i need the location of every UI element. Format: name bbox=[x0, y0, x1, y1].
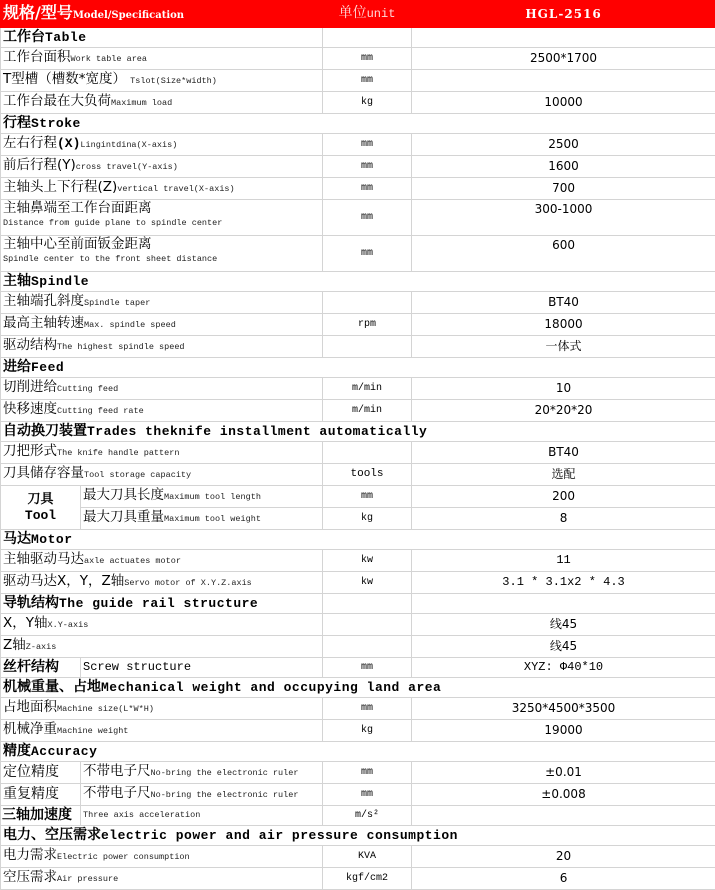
unit-header-cn: 单位 bbox=[339, 5, 367, 21]
section-accuracy bbox=[1, 742, 715, 762]
unit-cell: kw bbox=[323, 572, 412, 594]
table-row bbox=[1, 572, 715, 594]
label-en: Maximum load bbox=[111, 98, 172, 108]
section-cn: 精度 bbox=[3, 743, 31, 759]
value-cell: 选配 bbox=[412, 464, 715, 486]
label-cn: 最大刀具长度 bbox=[83, 487, 164, 503]
section-title bbox=[1, 114, 715, 134]
label-en: Tslot(Size*width) bbox=[130, 76, 217, 86]
label-cn: 驱动马达X，Y，Z轴 bbox=[3, 573, 124, 589]
label-cn: 工作台最在大负荷 bbox=[3, 93, 111, 109]
row-label bbox=[1, 868, 323, 890]
label-cn: 主轴头上下行程(Z) bbox=[3, 179, 117, 195]
section-title bbox=[1, 272, 715, 292]
label-cn: 快移速度 bbox=[3, 401, 57, 417]
unit-cell: rpm bbox=[323, 314, 412, 336]
label-cn: 机械净重 bbox=[3, 721, 57, 737]
row-label bbox=[1, 70, 323, 92]
label-en: Air pressure bbox=[57, 874, 118, 884]
row-label bbox=[1, 464, 323, 486]
value-cell bbox=[412, 70, 715, 92]
section-en: Mechanical weight and occupying land area bbox=[101, 680, 441, 695]
unit-cell: m/s² bbox=[323, 806, 412, 826]
value-cell: 600 bbox=[412, 236, 715, 272]
label-en: axle actuates motor bbox=[84, 556, 181, 566]
section-title bbox=[1, 358, 715, 378]
label-en: Servo motor of X.Y.Z.axis bbox=[124, 578, 252, 588]
section-title bbox=[1, 826, 715, 846]
section-en: Table bbox=[45, 30, 87, 45]
row-label bbox=[1, 636, 323, 658]
section-power bbox=[1, 826, 715, 846]
spec-header-en: Model/Specification bbox=[73, 10, 184, 21]
section-title bbox=[1, 530, 715, 550]
spec-header-cn: 规格/型号 bbox=[3, 3, 73, 22]
section-en: Stroke bbox=[31, 116, 81, 131]
table-row bbox=[1, 464, 715, 486]
label-cn: 刀把形式 bbox=[3, 443, 57, 459]
table-row bbox=[1, 508, 715, 530]
unit-cell: mm bbox=[323, 178, 412, 200]
row-label bbox=[1, 236, 323, 272]
row-label bbox=[1, 614, 323, 636]
label-cn: 刀具储存容量 bbox=[3, 465, 84, 481]
table-row bbox=[1, 614, 715, 636]
label-cn: 最高主轴转速 bbox=[3, 315, 84, 331]
section-cn: 主轴 bbox=[3, 273, 31, 289]
value-cell: 11 bbox=[412, 550, 715, 572]
section-cn: 行程 bbox=[3, 115, 31, 131]
label-en: Max. spindle speed bbox=[84, 320, 176, 330]
table-row bbox=[1, 92, 715, 114]
row-label-en: Screw structure bbox=[81, 658, 323, 678]
label-cn: Z轴 bbox=[3, 637, 26, 653]
unit-cell: mm bbox=[323, 658, 412, 678]
label-cn: 不带电子尺 bbox=[83, 785, 151, 801]
unit-cell bbox=[323, 292, 412, 314]
value-cell: 2500 bbox=[412, 134, 715, 156]
unit-cell bbox=[323, 442, 412, 464]
section-en: Spindle bbox=[31, 274, 89, 289]
label-cn: 主轴端孔斜度 bbox=[3, 293, 84, 309]
label-en: No-bring the electronic ruler bbox=[151, 790, 299, 800]
header-row bbox=[1, 1, 715, 28]
unit-cell: mm bbox=[323, 70, 412, 92]
value-cell: 3.1 * 3.1x2 * 4.3 bbox=[412, 572, 715, 594]
table-row bbox=[1, 378, 715, 400]
value-cell: 一体式 bbox=[412, 336, 715, 358]
label-en: Maximum tool weight bbox=[164, 514, 261, 524]
unit-cell: m/min bbox=[323, 378, 412, 400]
table-row bbox=[1, 314, 715, 336]
row-label bbox=[1, 720, 323, 742]
table-row bbox=[1, 636, 715, 658]
model-header: HGL-2516 bbox=[412, 1, 715, 28]
label-cn: T型槽（槽数*宽度） bbox=[3, 71, 126, 87]
label-en: Machine size(L*W*H) bbox=[57, 704, 154, 714]
label-cn: 主轴驱动马达 bbox=[3, 551, 84, 567]
row-label bbox=[1, 48, 323, 70]
value-cell: 10 bbox=[412, 378, 715, 400]
row-label-en: Three axis acceleration bbox=[81, 806, 323, 826]
row-label bbox=[81, 508, 323, 530]
section-cn: 机械重量、占地 bbox=[3, 679, 101, 695]
section-cn: 电力、空压需求 bbox=[3, 827, 101, 843]
label-cn: 占地面积 bbox=[3, 699, 57, 715]
value-cell: 线45 bbox=[412, 614, 715, 636]
section-en: The guide rail structure bbox=[59, 596, 258, 611]
value-cell: 19000 bbox=[412, 720, 715, 742]
section-title bbox=[1, 594, 323, 614]
row-label bbox=[1, 200, 323, 236]
section-en: Trades theknife installment automatically bbox=[87, 424, 427, 439]
row-label bbox=[1, 336, 323, 358]
label-cn: 最大刀具重量 bbox=[83, 509, 164, 525]
row-label-cn: 重复精度 bbox=[1, 784, 81, 806]
section-title bbox=[1, 678, 715, 698]
label-en: Lingintdina(X-axis) bbox=[80, 140, 177, 150]
label-cn: 切削进给 bbox=[3, 379, 57, 395]
section-en: electric power and air pressure consumption bbox=[101, 828, 458, 843]
label-en: Spindle center to the front sheet distance bbox=[3, 252, 320, 267]
unit-cell: mm bbox=[323, 200, 412, 236]
table-row bbox=[1, 400, 715, 422]
row-label bbox=[1, 550, 323, 572]
section-motor bbox=[1, 530, 715, 550]
value-cell bbox=[412, 806, 715, 826]
label-cn: 驱动结构 bbox=[3, 337, 57, 353]
row-label bbox=[1, 698, 323, 720]
section-en: Accuracy bbox=[31, 744, 97, 759]
unit-cell: mm bbox=[323, 698, 412, 720]
table-row bbox=[1, 486, 715, 508]
unit-cell: mm bbox=[323, 762, 412, 784]
section-title bbox=[1, 28, 323, 48]
unit-cell: mm bbox=[323, 48, 412, 70]
row-label bbox=[1, 92, 323, 114]
label-cn: 电力需求 bbox=[3, 847, 57, 863]
row-label bbox=[1, 178, 323, 200]
section-title bbox=[1, 742, 715, 762]
empty-cell bbox=[412, 28, 715, 48]
label-en: The knife handle pattern bbox=[57, 448, 179, 458]
label-cn: 主轴中心至前面钣金距离 bbox=[3, 237, 320, 252]
unit-cell: mm bbox=[323, 486, 412, 508]
tool-group-en: Tool bbox=[3, 508, 78, 524]
row-sublabel bbox=[81, 784, 323, 806]
row-label bbox=[1, 134, 323, 156]
spec-header bbox=[1, 1, 323, 28]
section-stroke bbox=[1, 114, 715, 134]
label-en: Tool storage capacity bbox=[84, 470, 191, 480]
value-cell: BT40 bbox=[412, 442, 715, 464]
unit-cell: kw bbox=[323, 550, 412, 572]
value-cell: 300-1000 bbox=[412, 200, 715, 236]
label-cn: 左右行程 bbox=[3, 135, 57, 151]
label-en: Electric power consumption bbox=[57, 852, 190, 862]
label-en: Machine weight bbox=[57, 726, 128, 736]
table-row bbox=[1, 720, 715, 742]
value-cell: 20*20*20 bbox=[412, 400, 715, 422]
label-en: Spindle taper bbox=[84, 298, 150, 308]
table-row bbox=[1, 236, 715, 272]
section-cn: 自动换刀装置 bbox=[3, 423, 87, 439]
unit-cell: tools bbox=[323, 464, 412, 486]
row-label-cn: 定位精度 bbox=[1, 762, 81, 784]
row-label bbox=[81, 486, 323, 508]
section-cn: 导轨结构 bbox=[3, 595, 59, 611]
row-label-cn: 三轴加速度 bbox=[1, 806, 81, 826]
section-table bbox=[1, 28, 715, 48]
value-cell: 20 bbox=[412, 846, 715, 868]
unit-cell: mm bbox=[323, 134, 412, 156]
section-cn: 马达 bbox=[3, 531, 31, 547]
label-en: No-bring the electronic ruler bbox=[151, 768, 299, 778]
unit-cell: KVA bbox=[323, 846, 412, 868]
unit-cell: kg bbox=[323, 720, 412, 742]
label-en: The highest spindle speed bbox=[57, 342, 185, 352]
table-row bbox=[1, 868, 715, 890]
label-en: cross travel(Y-axis) bbox=[76, 162, 178, 172]
table-row bbox=[1, 762, 715, 784]
label-en: vertical travel(X-axis) bbox=[117, 184, 234, 194]
table-row bbox=[1, 784, 715, 806]
table-row bbox=[1, 70, 715, 92]
row-label bbox=[1, 314, 323, 336]
row-sublabel bbox=[81, 762, 323, 784]
unit-cell bbox=[323, 636, 412, 658]
value-cell: BT40 bbox=[412, 292, 715, 314]
label-cn: 不带电子尺 bbox=[83, 763, 151, 779]
label-cn: 工作台面积 bbox=[3, 49, 71, 65]
label-en: Maximum tool length bbox=[164, 492, 261, 502]
table-row bbox=[1, 550, 715, 572]
value-cell: 8 bbox=[412, 508, 715, 530]
label-en: X.Y-axis bbox=[48, 620, 89, 630]
value-cell: 18000 bbox=[412, 314, 715, 336]
section-feed bbox=[1, 358, 715, 378]
section-spindle bbox=[1, 272, 715, 292]
table-row bbox=[1, 200, 715, 236]
row-label bbox=[1, 442, 323, 464]
table-row bbox=[1, 292, 715, 314]
label-en: Cutting feed bbox=[57, 384, 118, 394]
unit-cell: mm bbox=[323, 784, 412, 806]
tool-group-cn: 刀具 bbox=[3, 492, 78, 508]
empty-cell bbox=[323, 594, 412, 614]
section-cn: 工作台 bbox=[3, 29, 45, 45]
table-row bbox=[1, 336, 715, 358]
value-cell: 6 bbox=[412, 868, 715, 890]
label-cn: 前后行程(Y) bbox=[3, 157, 76, 173]
row-label bbox=[1, 400, 323, 422]
empty-cell bbox=[323, 28, 412, 48]
table-row bbox=[1, 48, 715, 70]
unit-cell: kg bbox=[323, 508, 412, 530]
value-cell: ±0.008 bbox=[412, 784, 715, 806]
unit-cell: mm bbox=[323, 236, 412, 272]
table-row bbox=[1, 658, 715, 678]
section-title bbox=[1, 422, 715, 442]
value-cell: 10000 bbox=[412, 92, 715, 114]
section-en: Feed bbox=[31, 360, 64, 375]
section-cn: 进给 bbox=[3, 359, 31, 375]
row-label bbox=[1, 292, 323, 314]
table-row bbox=[1, 442, 715, 464]
empty-cell bbox=[412, 594, 715, 614]
label-cn: 空压需求 bbox=[3, 869, 57, 885]
label-cn: X，Y轴 bbox=[3, 615, 48, 631]
value-cell: 2500*1700 bbox=[412, 48, 715, 70]
row-label bbox=[1, 156, 323, 178]
unit-cell: mm bbox=[323, 156, 412, 178]
table-row bbox=[1, 178, 715, 200]
table-row bbox=[1, 156, 715, 178]
table-row bbox=[1, 134, 715, 156]
value-cell: 1600 bbox=[412, 156, 715, 178]
unit-header bbox=[323, 1, 412, 28]
table-row bbox=[1, 698, 715, 720]
unit-cell: kg bbox=[323, 92, 412, 114]
value-cell: 200 bbox=[412, 486, 715, 508]
table-row bbox=[1, 806, 715, 826]
unit-cell bbox=[323, 336, 412, 358]
label-en: Work table area bbox=[71, 54, 148, 64]
row-label bbox=[1, 572, 323, 594]
value-cell: XYZ: Φ40*10 bbox=[412, 658, 715, 678]
label-cn: 主轴鼻端至工作台面距离 bbox=[3, 201, 320, 216]
unit-cell bbox=[323, 614, 412, 636]
value-cell: 线45 bbox=[412, 636, 715, 658]
unit-cell: m/min bbox=[323, 400, 412, 422]
row-label-cn: 丝杆结构 bbox=[1, 658, 81, 678]
section-mechanical bbox=[1, 678, 715, 698]
tool-group-label bbox=[1, 486, 81, 530]
unit-cell: kgf/cm2 bbox=[323, 868, 412, 890]
section-en: Motor bbox=[31, 532, 73, 547]
row-label bbox=[1, 378, 323, 400]
unit-header-en: unit bbox=[367, 7, 396, 21]
label-en: Distance from guide plane to spindle center bbox=[3, 216, 320, 231]
value-cell: 3250*4500*3500 bbox=[412, 698, 715, 720]
label-en: Z-axis bbox=[26, 642, 57, 652]
section-guide-rail bbox=[1, 594, 715, 614]
label-en: Cutting feed rate bbox=[57, 406, 144, 416]
value-cell: ±0.01 bbox=[412, 762, 715, 784]
section-atc bbox=[1, 422, 715, 442]
value-cell: 700 bbox=[412, 178, 715, 200]
label-axis: (X) bbox=[57, 136, 80, 151]
